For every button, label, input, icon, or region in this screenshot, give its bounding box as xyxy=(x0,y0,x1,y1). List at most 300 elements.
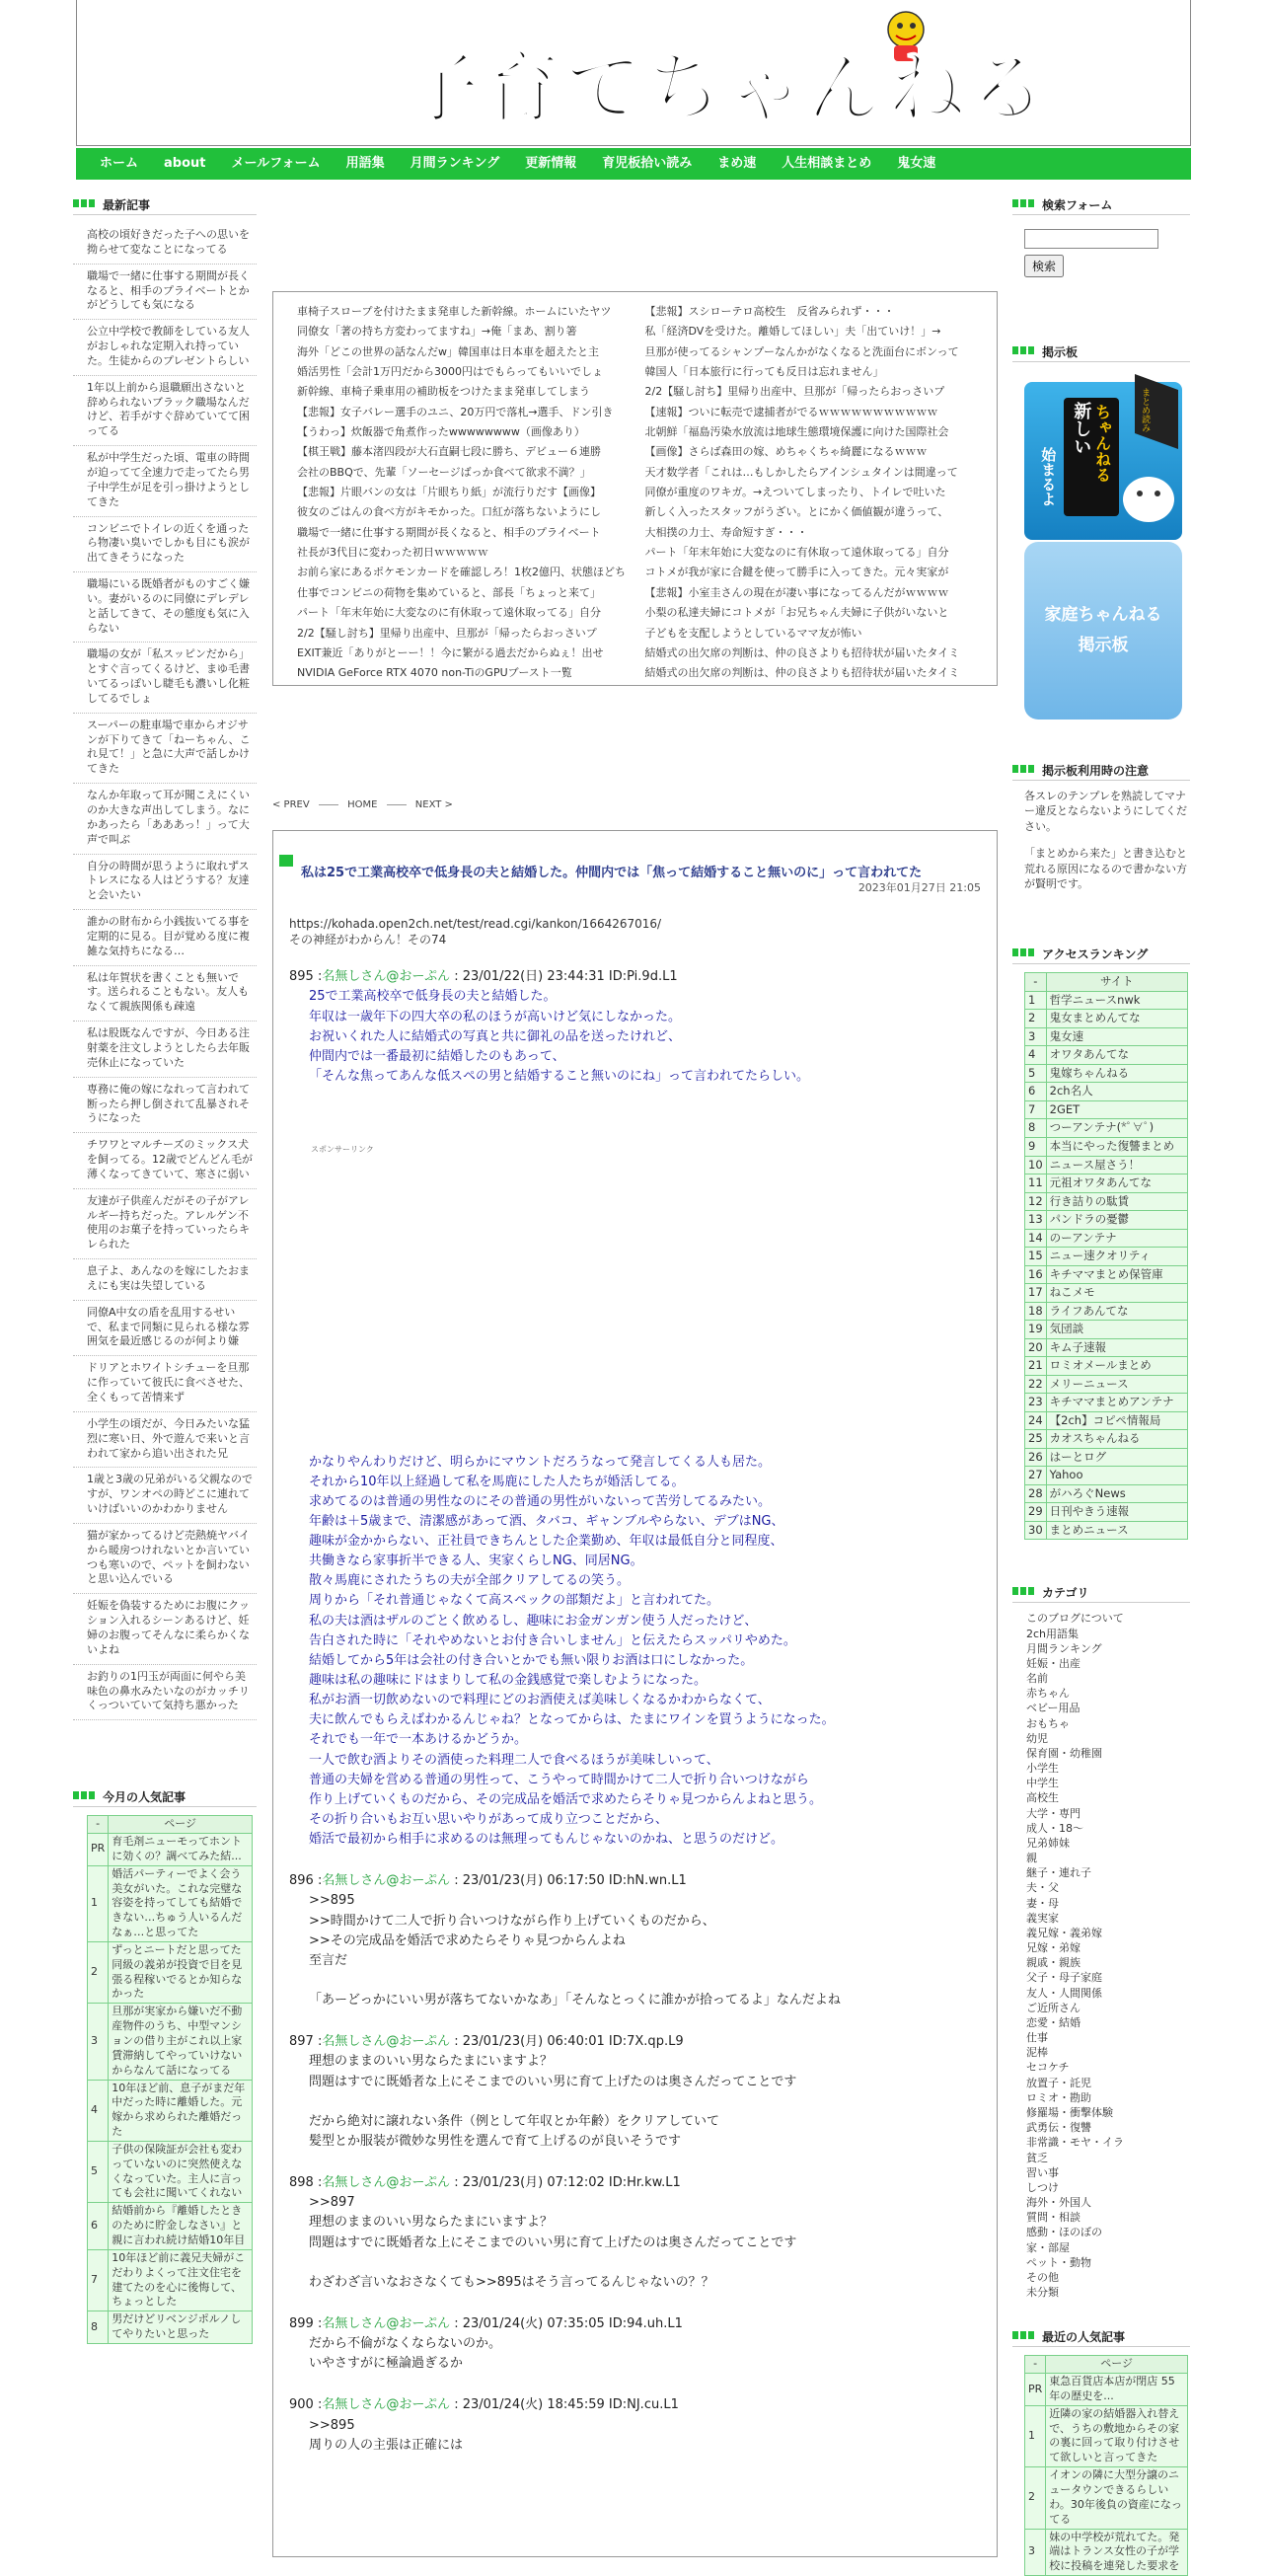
rank-link[interactable]: 子供の保険証が会社も変わっていないのに突然使えなくなっていた。主人に言っても会社に聞いてくれない xyxy=(109,2141,253,2202)
nav-home[interactable]: ホーム xyxy=(100,156,139,172)
category-link[interactable]: 高校生 xyxy=(1026,1791,1059,1805)
ticker-link[interactable]: お前ら家にあるポケモンカードを確認しろ！1枚2億円、状態ほどち xyxy=(297,566,626,579)
post-line: 私がお酒一切飲めないので料理にどのお酒使えば美味しくなるかわからなくて、 xyxy=(309,1693,771,1708)
post-header xyxy=(289,2314,981,2334)
rank-link[interactable]: 男だけどリベンジポルノしてやりたいと思った xyxy=(109,2311,253,2344)
ticker-link[interactable]: 【画像】さらば森田の嫁、めちゃくちゃ綺麗になるｗｗｗ xyxy=(644,445,928,459)
recent-post-link[interactable]: 小学生の頃だが、今日みたいな猛烈に寒い日、外で遊んで来いと言われて家から追い出された兄 xyxy=(73,1412,257,1469)
rank-link[interactable]: ライフあんてな xyxy=(1046,1302,1187,1321)
post-line: 髪型とか服装が微妙な男性を選んで育て上げるのが良いそうです xyxy=(309,2134,682,2149)
rank-link[interactable]: まとめニュース xyxy=(1046,1521,1187,1540)
recent-post-link[interactable]: 自分の時間が思うように取れずストレスになる人はどうする？友達と会いたい xyxy=(73,855,257,911)
popular-title: 今月の人気記事 xyxy=(73,1789,257,1807)
rank-link[interactable]: 2GET xyxy=(1046,1100,1187,1119)
category-link[interactable]: 恋愛・結婚 xyxy=(1026,2015,1081,2029)
rank-number: 2 xyxy=(88,1941,109,2003)
rank-link[interactable]: 近隣の家の結婚器入れ替えで、うちの敷地からその家の裏に回って取り付けさせて欲しいと言ってきた xyxy=(1046,2405,1188,2466)
rank-link[interactable]: 婚活パーティーでよく会う美女がいた。これな完璧な容姿を持ってしても結婚できない…ちゅう人いるんだなぁ…と思ってた xyxy=(109,1865,253,1941)
ticker-link[interactable]: 2/2【騒し討ち】里帰り出産中、旦那が「帰ったらおっさいプ xyxy=(297,626,597,640)
ticker-link[interactable]: 会社のBBQで、先輩「ソーセージばっか食べて欲求不満？」 xyxy=(297,465,591,479)
rank-number: 17 xyxy=(1025,1284,1047,1303)
post-line: 共働きなら家事折半できる人、実家くらしNG、同居NG。 xyxy=(309,1553,643,1569)
recent-post-link[interactable]: チワワとマルチーズのミックス犬を飼ってる。12歳でどんどん毛が薄くなってきていて、寒さに弱い xyxy=(73,1133,257,1189)
recent-post-link[interactable]: 息子よ、あんなのを嫁にしたおまえにも実は失望している xyxy=(73,1259,257,1301)
category-link[interactable]: 貧乏 xyxy=(1026,2151,1048,2164)
nav-ranking[interactable]: 月間ランキング xyxy=(410,156,500,172)
rank-link[interactable]: 行き詰りの駄賃 xyxy=(1046,1192,1187,1211)
rank-link[interactable]: メリーニュース xyxy=(1046,1375,1187,1394)
table-row xyxy=(1025,1302,1188,1321)
post-meta: : 23/01/22(日) 23:44:31 ID:Pi.9d.L1 xyxy=(450,969,678,985)
ticker-link[interactable]: 大相撲の力士、寿命短すぎ・・・ xyxy=(644,525,808,539)
category-link[interactable]: 義兄嫁・義弟嫁 xyxy=(1026,1926,1102,1939)
ticker-link[interactable]: 北朝鮮「福島汚染水放流は地球生態環境保護に向けた国際社会 xyxy=(644,425,949,439)
post xyxy=(289,2032,981,2152)
category-link[interactable]: 海外・外国人 xyxy=(1026,2196,1091,2210)
rank-number: PR xyxy=(1025,2374,1046,2406)
table-row xyxy=(1025,1064,1188,1083)
nav-life[interactable]: 人生相談まとめ xyxy=(782,156,872,172)
category-link[interactable]: 仕事 xyxy=(1026,2031,1048,2045)
category-link[interactable]: しつけ xyxy=(1026,2180,1059,2194)
table-row xyxy=(88,2080,253,2141)
article-title: 私は25で工業高校卒で低身長の夫と結婚した。仲間内では「焦って結婚すること無いのに」って言われてた xyxy=(289,831,981,882)
nav-kijo[interactable]: 鬼女速 xyxy=(897,156,936,172)
ticker-link[interactable]: 婚活男性「会計1万円だから3000円はでもらってもいいでしょ xyxy=(297,365,603,379)
nav-pickup[interactable]: 育児板拾い読み xyxy=(602,156,693,172)
category-link[interactable]: 質問・相談 xyxy=(1026,2211,1081,2225)
post-line: それでも一年で一本あけるかどうか。 xyxy=(309,1732,528,1748)
post xyxy=(289,2173,981,2293)
category-link[interactable]: 友人・人間関係 xyxy=(1026,1986,1102,2000)
rank-link[interactable]: はーとログ xyxy=(1046,1448,1187,1467)
rank-link[interactable]: のーアンテナ xyxy=(1046,1229,1187,1248)
table-row xyxy=(1025,1010,1188,1028)
rank-link[interactable]: 鬼女速 xyxy=(1046,1027,1187,1046)
category-link[interactable]: 親 xyxy=(1026,1852,1037,1865)
post-line: 年収は一歳年下の四大卒の私のほうが高いけど気にしなかった。 xyxy=(309,1009,682,1024)
ticker-link[interactable]: 子どもを支配しようとしているママ友が怖い xyxy=(644,626,862,640)
category-link[interactable]: 父子・母子家庭 xyxy=(1026,1971,1102,1985)
ticker-link[interactable]: 結婚式の出欠席の判断は、仲の良さよりも招待状が届いたタイミ xyxy=(644,666,960,680)
table-row xyxy=(1025,2529,1188,2576)
pager-next[interactable]: NEXT > xyxy=(414,799,453,810)
rank-number: 5 xyxy=(88,2141,109,2202)
rank-link[interactable]: 2ch名人 xyxy=(1046,1083,1187,1101)
rank-number: 1 xyxy=(88,1865,109,1941)
rank-link[interactable]: 10年ほど前、息子がまだ年中だった時に離婚した。元嫁から求められた離婚だった xyxy=(109,2080,253,2141)
category-link[interactable]: ロミオ・勘助 xyxy=(1026,2090,1091,2104)
table-row xyxy=(1025,1174,1188,1193)
search-button[interactable]: 検索 xyxy=(1024,255,1064,277)
post-line: 「そんな焦ってあんな低スペの男と結婚すること無いのにね」って言われてたらしい。 xyxy=(309,1068,810,1084)
left-sidebar xyxy=(73,197,257,2344)
table-row xyxy=(1025,1338,1188,1357)
rank-link[interactable]: イオンの隣に大型分譲のニュータウンできるらしいわ。30年後負の資産になってる xyxy=(1046,2467,1188,2529)
rank-link[interactable]: 日刊やきう速報 xyxy=(1046,1503,1187,1522)
category-link[interactable]: 武勇伝・復讐 xyxy=(1026,2121,1091,2135)
ticker-link[interactable]: 天才数学者「これは…もしかしたらアインシュタインは間違って xyxy=(644,465,958,479)
ticker-link[interactable]: 小梨の私達夫婦にコトメが「お兄ちゃん夫婦に子供がいないと xyxy=(644,606,949,620)
rank-link[interactable]: ニュース屋さう！ xyxy=(1046,1156,1187,1174)
category-link[interactable]: 放置子・託児 xyxy=(1026,2076,1091,2089)
ticker-link[interactable]: 職場で一緒に仕事する期間が長くなると、相手のプライベート xyxy=(297,525,601,539)
post-line: 告白された時に「それやめないとお付き合いしません」と伝えたらスッパリやめた。 xyxy=(309,1632,796,1648)
post-header xyxy=(289,1871,981,1891)
rank-number: 28 xyxy=(1025,1484,1047,1503)
table-row xyxy=(88,1834,253,1866)
rank-number: 14 xyxy=(1025,1229,1047,1248)
category-link[interactable]: ご近所さん xyxy=(1026,2001,1081,2014)
category-link[interactable]: 小学生 xyxy=(1026,1762,1059,1776)
category-link[interactable]: 幼児 xyxy=(1026,1731,1048,1745)
headline-ticker xyxy=(272,291,998,686)
recent-post-link[interactable]: 私は年賀状を書くことも無いです。送られることもない。友人もなくて親族関係も疎遠 xyxy=(73,966,257,1023)
search-title: 検索フォーム xyxy=(1012,197,1190,215)
post-number: 899 : xyxy=(289,2315,323,2331)
rank-link[interactable]: ずっとニートだと思ってた同級の義弟が投資で目を見張る程稼いでるとか知らなかった xyxy=(109,1941,253,2003)
rank-number: 25 xyxy=(1025,1430,1047,1449)
search-input[interactable] xyxy=(1024,229,1158,249)
category-link[interactable]: このブログについて xyxy=(1026,1612,1124,1626)
recent-post-link[interactable]: 友達が子供産んだがその子がアレルギー持ちだった。アレルゲン不使用のお菓子を持っていったらキレられた xyxy=(73,1189,257,1259)
post-meta: : 23/01/24(火) 18:45:59 ID:NJ.cu.L1 xyxy=(450,2397,679,2413)
post-line: 仲間内では一番最初に結婚したのもあって、 xyxy=(309,1048,565,1064)
category-link[interactable]: 妻・母 xyxy=(1026,1896,1059,1910)
notice-text-2: 「まとめから来た」と書き込むと荒れる原因になるので書かない方が賢明です。 xyxy=(1024,847,1187,890)
rank-link[interactable]: ニュー速クオリティ xyxy=(1046,1248,1187,1266)
ticker-link[interactable]: 結婚式の出欠席の判断は、仲の良さよりも招待状が届いたタイミ xyxy=(644,645,960,659)
ticker-link[interactable]: 【悲報】女子バレー選手のユニ、20万円で落札→選手、ドン引き xyxy=(297,405,614,418)
pager-home[interactable]: HOME xyxy=(347,799,378,810)
rank-number: 15 xyxy=(1025,1248,1047,1266)
post-line: >>その完成品を婚活で求めたらそりゃ見つからんよね xyxy=(309,1932,626,1948)
ticker-link[interactable]: 同僚が重度のワキガ。→えついてしまったり、トイレで吐いた xyxy=(644,486,946,499)
rank-link[interactable]: がハろぐNews xyxy=(1046,1484,1187,1503)
rank-number: 21 xyxy=(1025,1357,1047,1376)
ticker-link[interactable]: EXIT兼近「ありがとーー！！今に繁がる過去だからぬぇ！出せ xyxy=(297,645,604,659)
access-table xyxy=(1024,972,1188,1540)
category-link[interactable]: 成人・18～ xyxy=(1026,1821,1083,1835)
rank-number: 7 xyxy=(1025,1100,1047,1119)
post-line: 周りの人の主張は正確には xyxy=(309,2437,464,2453)
post-line: 趣味は私の趣味にドはまりして私の金銭感覚で楽しむようになった。 xyxy=(309,1673,708,1689)
ticker-link[interactable]: 【悲報】スシローテロ高校生 反省みられず・・・ xyxy=(644,305,895,318)
recent-post-link[interactable]: 私が中学生だった頃、電車の時間が迫ってて全速力で走ってたら男子中学生が足を引っ掛けようとしてきた xyxy=(73,446,257,516)
ticker-link[interactable]: 新しく入ったスタッフがうざい。とにかく価値観が違うって、 xyxy=(644,505,949,519)
category-link[interactable]: おもちゃ xyxy=(1026,1716,1070,1730)
post-line: その折り合いもお互い思いやりがあって成り立つことだから、 xyxy=(309,1812,668,1828)
ticker-link[interactable]: パート「年末年始に大変なのに有休取って遠休取ってる」自分 xyxy=(644,546,949,560)
notice-title: 掲示板利用時の注意 xyxy=(1012,763,1190,781)
ticker-link[interactable]: 仕事でコンビニの荷物を集めていると、部長「ちょっと来て」 xyxy=(297,585,601,599)
post-line: 普通の夫婦を営める普通の男性って、こうやって時間かけて二人で折り合いつけながら xyxy=(309,1772,809,1787)
recent-title: 最新記事 xyxy=(73,197,257,215)
category-link[interactable]: 感動・ほのぼの xyxy=(1026,2226,1102,2239)
rank-link[interactable]: 哲学ニュースnwk xyxy=(1046,991,1187,1010)
post xyxy=(289,2395,981,2455)
recent-post-link[interactable]: 妊娠を偽装するためにお腹にクッション入れるシーンあるけど、妊婦のお腹ってそんなに柔らかくないよね xyxy=(73,1594,257,1664)
table-row xyxy=(1025,1357,1188,1376)
rank-number: 2 xyxy=(1025,1010,1047,1028)
rank-link[interactable]: Yahoo xyxy=(1046,1467,1187,1485)
post-line: いやさすがに極論過ぎるか xyxy=(309,2356,464,2372)
recent-post-link[interactable]: 職場にいる既婚者がものすごく嫌い。妻がいるのに同僚にデレデレと話してきて、その態度も気に入らない xyxy=(73,572,257,643)
post-line: 周りから「それ普通じゃなくて高スペックの部類だよ」と言われてた。 xyxy=(309,1593,720,1609)
post-number: 896 : xyxy=(289,1873,323,1889)
recent-post-link[interactable]: 同僚A中女の盾を乱用するせいで、私まで同類に見られる様な雰囲気を最近感じるのが何より嫌 xyxy=(73,1301,257,1357)
table-header: ページ xyxy=(1046,2356,1188,2374)
ticker-link[interactable]: 社長が3代目に変わった初日ｗｗｗｗｗ xyxy=(297,546,488,560)
rank-link[interactable]: 【2ch】コピペ情報局 xyxy=(1046,1411,1187,1430)
post-number: 900 : xyxy=(289,2397,323,2413)
notice-text-1: 各スレのテンプレを熟読してマナー違反とならないようにしてください。 xyxy=(1024,790,1187,833)
post-line xyxy=(309,2092,981,2112)
table-row xyxy=(88,2311,253,2344)
ticker-link[interactable]: 【うわっ】炊飯器で角煮作ったwwwwwwww（画像あり） xyxy=(297,425,585,439)
table-row xyxy=(1025,1467,1188,1485)
post-line: 問題はすでに既婚者な上にそこまでのいい男に育て上げたのは奥さんだってことです xyxy=(309,2235,797,2250)
right-sidebar xyxy=(1012,197,1190,2576)
post-header xyxy=(289,2173,981,2193)
category-link[interactable]: 中学生 xyxy=(1026,1777,1059,1790)
category-link[interactable]: ペット・動物 xyxy=(1026,2255,1091,2269)
table-row xyxy=(1025,1430,1188,1449)
post-line: >>897 xyxy=(309,2195,355,2211)
table-row xyxy=(1025,1411,1188,1430)
rank-link[interactable]: ロミオメールまとめ xyxy=(1046,1357,1187,1376)
recent-post-link[interactable]: 専務に俺の嫁になれって言われて断ったら押し倒されて乱暴されそうになった xyxy=(73,1078,257,1134)
rank-link[interactable]: キチママまとめアンテナ xyxy=(1046,1394,1187,1412)
recent-post-link[interactable]: 高校の頃好きだった子への思いを拗らせて変なことになってる xyxy=(73,223,257,265)
rank-link[interactable]: 元祖オワタあんてな xyxy=(1046,1174,1187,1193)
ticker-link[interactable]: 彼女のごはんの食べ方がキモかった。口紅が落ちないようにし xyxy=(297,505,601,519)
ticker-link[interactable]: 【速報】ついに転売で逮捕者がでるｗｗｗｗｗｗｗｗｗｗｗ xyxy=(644,405,938,418)
rank-link[interactable]: キム子速報 xyxy=(1046,1338,1187,1357)
article xyxy=(272,830,998,2557)
category-link[interactable]: 赤ちゃん xyxy=(1026,1687,1070,1701)
post-line: 理想のままのいい男ならたまにいますよ？ xyxy=(309,2054,554,2070)
post-line: 趣味が金かからない、正社員できちんとした企業勤め、年収は最低自分と同程度、 xyxy=(309,1534,783,1550)
ticker-link[interactable]: パート「年末年始に大変なのに有休取って遠休取ってる」自分 xyxy=(297,606,601,620)
ticker-link[interactable]: 韓国人「日本旅行に行っても反日は忘れません」 xyxy=(644,365,884,379)
rank-link[interactable]: キチママまとめ保管庫 xyxy=(1046,1265,1187,1284)
post-meta: : 23/01/24(火) 07:35:05 ID:94.uh.L1 xyxy=(450,2315,683,2331)
rank-number: 18 xyxy=(1025,1302,1047,1321)
category-link[interactable]: 保育園・幼稚園 xyxy=(1026,1746,1102,1760)
ticker-link[interactable]: コトメが我が家に合鍵を使って勝手に入ってきた。元々実家が xyxy=(644,566,949,579)
rank-link[interactable]: 育毛剤ニューモってホントに効くの？調べてみた結... xyxy=(109,1834,253,1866)
recent-post-link[interactable]: 職場で一緒に仕事する期間が長くなると、相手のプライベートとかがどうしても気になる xyxy=(73,265,257,321)
ticker-link[interactable]: 2/2【騒し討ち】里帰り出産中、旦那が「帰ったらおっさいプ xyxy=(644,385,945,399)
recent-pop-title: 最近の人気記事 xyxy=(1012,2329,1190,2347)
category-link[interactable]: 月間ランキング xyxy=(1026,1641,1102,1655)
ticker-link[interactable]: 私「経済DVを受けた。離婚してほしい」夫「出ていけ！」→ xyxy=(644,325,941,339)
ticker-link[interactable]: 【悲報】片眼バンの女は「片眼ちり紙」が流行りだす【画像】 xyxy=(297,486,601,499)
recent-post-link[interactable]: コンビニでトイレの近くを通ったら物凄い臭いでしかも目にも涙が出てきそうになった xyxy=(73,517,257,573)
rank-link[interactable]: 妹の中学校が荒れてた。発端はトランス女性の子が学校に投稿を連発した要求を xyxy=(1046,2529,1188,2576)
rank-number: 20 xyxy=(1025,1338,1047,1357)
recent-post-link[interactable]: 1歳と3歳の兄弟がいる父親なのですが、ワンオペの時どこに連れていけばいいのかわかりません xyxy=(73,1468,257,1524)
banner-sub: 始まるよ xyxy=(1039,447,1058,506)
rank-link[interactable]: 鬼嫁ちゃんねる xyxy=(1046,1064,1187,1083)
rank-number: 8 xyxy=(1025,1119,1047,1138)
category-link[interactable]: 2ch用語集 xyxy=(1026,1627,1080,1640)
rank-link[interactable]: つーアンテナ(*ﾟ∀ﾟ) xyxy=(1046,1119,1187,1138)
table-row xyxy=(1025,1027,1188,1046)
post-number: 895 : xyxy=(289,969,323,985)
nav-about[interactable]: about xyxy=(164,156,206,172)
recent-post-link[interactable]: 猫が家かってるけど売熱焼ヤバイから暖房つけれないとか言いていつも寒いので、ペットを飼わないと思い込んでいる xyxy=(73,1524,257,1594)
ticker-left xyxy=(273,302,635,685)
category-link[interactable]: 非常識・モヤ・イラ xyxy=(1026,2136,1124,2150)
cat-icon xyxy=(1123,477,1174,522)
table-row xyxy=(1025,1375,1188,1394)
post-body xyxy=(289,2416,981,2456)
table-header: - xyxy=(1025,2356,1046,2374)
category-link[interactable]: 継子・連れ子 xyxy=(1026,1866,1091,1880)
post-line: 求めてるのは普通の男性なのにその普通の男性がいないって苦労してるみたい。 xyxy=(309,1493,772,1509)
category-link[interactable]: 修羅場・衝撃体験 xyxy=(1026,2106,1113,2119)
recent-post-link[interactable]: スーパーの駐車場で車からオジサンが下りてきて「ねーちゃん、これ見て！」と急に大声で話しかけてきた xyxy=(73,714,257,784)
rank-link[interactable]: ねこメモ xyxy=(1046,1284,1187,1303)
table-row xyxy=(1025,1265,1188,1284)
post-meta: : 23/01/23(月) 06:17:50 ID:hN.wn.L1 xyxy=(450,1873,687,1889)
recent-post-link[interactable]: 1年以上前から退職願出さないと辞められないブラック職場なんだけど、若手がすぐ辞めていてて困ってる xyxy=(73,376,257,446)
rank-link[interactable]: 東急百貨店本店が閉店 55年の歴史を... xyxy=(1046,2374,1188,2406)
recent-list xyxy=(73,223,257,1720)
ticker-link[interactable]: 海外「どこの世界の話なんだw」韓国車は日本車を超えたと主 xyxy=(297,344,599,358)
post-line: 私の夫は酒はザルのごとく飲めるし、趣味にお金ガンガン使う人だったけど、 xyxy=(309,1613,758,1629)
category-link[interactable]: 名前 xyxy=(1026,1672,1048,1686)
nav-glossary[interactable]: 用語集 xyxy=(345,156,385,172)
post-header xyxy=(289,2032,981,2052)
recent-post-link[interactable]: ドリアとホワイトシチューを旦那に作っていて彼氏に食べさせた、全くもって苦情来ず xyxy=(73,1356,257,1412)
nav-updates[interactable]: 更新情報 xyxy=(525,156,577,172)
post-line: 結婚してから5年は会社の付き合いとかでも無い限りお酒は口にしなかった。 xyxy=(309,1652,754,1668)
category-link[interactable]: 大学・専門 xyxy=(1026,1806,1081,1820)
category-link[interactable]: ベビー用品 xyxy=(1026,1702,1081,1715)
table-row xyxy=(1025,1321,1188,1339)
post-name: 名無しさん@おーぷん xyxy=(322,1873,451,1889)
recent-post-link[interactable]: 私は股既なんですが、今日ある注射薬を注文しようとしたら去年販売休止になっていた xyxy=(73,1022,257,1078)
table-row xyxy=(1025,1100,1188,1119)
category-title: カテゴリ xyxy=(1012,1585,1190,1603)
table-header: サイト xyxy=(1046,973,1187,992)
pager xyxy=(272,798,998,812)
ticker-link[interactable]: 【棋王戦】藤本渚四段が大石直嗣七段に勝ち、デビュー６連勝 xyxy=(297,445,601,459)
category-link[interactable]: 習い事 xyxy=(1026,2165,1059,2179)
global-nav xyxy=(76,148,1191,180)
rank-link[interactable]: 結婚前から『離婚したときのために貯金しなさい』と親に言われ続け結婚10年目 xyxy=(109,2203,253,2250)
banner-mid: ちゃんねる xyxy=(1092,404,1112,483)
post-line: わざわざ言いなおさなくても>>895はそう言ってるんじゃないの？？ xyxy=(309,2274,714,2290)
ticker-link[interactable]: 旦那が使ってるシャンプーなんかがなくなると洗面台にボンって xyxy=(644,344,959,358)
recent-post-link[interactable]: 誰かの財布から小銭抜いてる事を定期的に見る。目が覚める度に複雑な気持ちになる… xyxy=(73,910,257,966)
post xyxy=(289,2314,981,2374)
recent-post-link[interactable]: 公立中学校で教師をしている友人がおしゃれな定期入れ持っていた。生徒からのプレゼントらしい xyxy=(73,320,257,376)
rank-number: 6 xyxy=(88,2203,109,2250)
popular-table xyxy=(87,1815,253,2344)
ticker-link[interactable]: 同僚女「著の持ち方変わってますね」→俺「まあ、割り箸 xyxy=(297,325,577,339)
category-link[interactable]: 親戚・親族 xyxy=(1026,1956,1081,1970)
access-title: アクセスランキング xyxy=(1012,947,1190,964)
recent-pop-table xyxy=(1024,2355,1188,2576)
logo-text: 子育てちゃんねる xyxy=(403,44,1051,133)
rank-number: 2 xyxy=(1025,2467,1046,2529)
recent-post-link[interactable]: なんか年取って耳が聞こえにくいのか大きな声出してしまう。なにかあったら「あああっ！」って大声で叫ぶ xyxy=(73,784,257,854)
rank-link[interactable]: オワタあんてな xyxy=(1046,1046,1187,1065)
ticker-link[interactable]: 新幹線、車椅子乗車用の補助板をつけたまま発車してしまう xyxy=(297,385,590,399)
rank-link[interactable]: 旦那が実家から嫌いだ不動産物件のうち、中型マンションの借り主がこれ以上家賃滞納してやっていけないからなんて話になってる xyxy=(109,2004,253,2080)
category-link[interactable]: 兄弟姉妹 xyxy=(1026,1836,1070,1850)
post-name: 名無しさん@おーぷん xyxy=(322,2315,451,2331)
post-line: だから絶対に譲れない条件（例として年収とか年齢）をクリアしていて xyxy=(309,2113,720,2129)
rank-link[interactable]: カオスちゃんねる xyxy=(1046,1430,1187,1449)
source-url[interactable]: https://kohada.open2ch.net/test/read.cgi/kankon/1664267016/ xyxy=(289,916,662,931)
board-banner-family[interactable]: 家庭ちゃんねる 掲示板 xyxy=(1024,542,1182,720)
category-link[interactable]: 未分類 xyxy=(1026,2286,1059,2300)
recent-post-link[interactable]: 職場の女が「私スッピンだから」とすぐ言ってくるけど、まゆ毛書いてるっぽいし睫毛も濃いし化粧してるでしょ xyxy=(73,643,257,713)
table-row xyxy=(88,2141,253,2202)
main-content xyxy=(272,197,998,2557)
table-row xyxy=(1025,1448,1188,1467)
rank-number: 7 xyxy=(88,2249,109,2311)
category-link[interactable]: 夫・父 xyxy=(1026,1881,1059,1895)
posts xyxy=(289,967,981,2456)
title-mark-icon xyxy=(279,855,293,867)
rank-link[interactable]: 気団談 xyxy=(1046,1321,1187,1339)
recent-post-link[interactable]: お釣りの1円玉が両面に何やら美味色の鼻水みたいなのがカッチリくっついていて気持ち悪かった xyxy=(73,1665,257,1721)
post-line: 理想のままのいい男ならたまにいますよ？ xyxy=(309,2215,554,2231)
pager-prev[interactable]: < PREV xyxy=(272,799,310,810)
rank-number: 27 xyxy=(1025,1467,1047,1485)
rank-link[interactable]: 本当にやった復讐まとめ xyxy=(1046,1137,1187,1156)
table-row xyxy=(1025,1211,1188,1230)
table-row xyxy=(88,1941,253,2003)
ticker-link[interactable]: NVIDIA GeForce RTX 4070 non-TiのGPUブースト一覧 xyxy=(297,666,572,680)
rank-number: 3 xyxy=(88,2004,109,2080)
category-link[interactable]: 泥棒 xyxy=(1026,2046,1048,2060)
nav-mamesoku[interactable]: まめ速 xyxy=(717,156,757,172)
category-link[interactable]: セコケチ xyxy=(1026,2061,1070,2075)
rank-number: 10 xyxy=(1025,1156,1047,1174)
ticker-link[interactable]: 【悲報】小室圭さんの現在が凄い事になってるんだがｗｗｗｗ xyxy=(644,585,949,599)
category-link[interactable]: 兄嫁・弟嫁 xyxy=(1026,1941,1081,1955)
post-line xyxy=(309,2253,981,2273)
category-link[interactable]: その他 xyxy=(1026,2270,1059,2284)
rank-link[interactable]: パンドラの憂鬱 xyxy=(1046,1211,1187,1230)
category-link[interactable]: 家・部屋 xyxy=(1026,2240,1070,2254)
table-row xyxy=(1025,1248,1188,1266)
rank-link[interactable]: 鬼女まとめんてな xyxy=(1046,1010,1187,1028)
ticker-link[interactable]: 車椅子スロープを付けたまま発車した新幹線。ホームにいたヤツ xyxy=(297,305,612,318)
post-line: だから不倫がなくならないのか。 xyxy=(309,2336,502,2352)
category-link[interactable]: 義実家 xyxy=(1026,1911,1059,1925)
nav-mailform[interactable]: メールフォーム xyxy=(231,156,321,172)
ticker-right xyxy=(635,302,998,685)
site-logo[interactable] xyxy=(393,4,1051,142)
rank-link[interactable]: 10年ほど前に義兄夫婦がこだわりよくって注文住宅を建てたのを心に後悔して、ちょっとした xyxy=(109,2249,253,2311)
rank-number: 19 xyxy=(1025,1321,1047,1339)
rank-number: 29 xyxy=(1025,1503,1047,1522)
category-link[interactable]: 妊娠・出産 xyxy=(1026,1656,1081,1670)
sponsor-label: スポンサーリンク xyxy=(311,1145,374,1155)
post-line xyxy=(309,1971,981,1991)
board-banner-new[interactable] xyxy=(1024,382,1182,540)
rank-number: 4 xyxy=(1025,1046,1047,1065)
board-title: 掲示板 xyxy=(1012,344,1190,362)
